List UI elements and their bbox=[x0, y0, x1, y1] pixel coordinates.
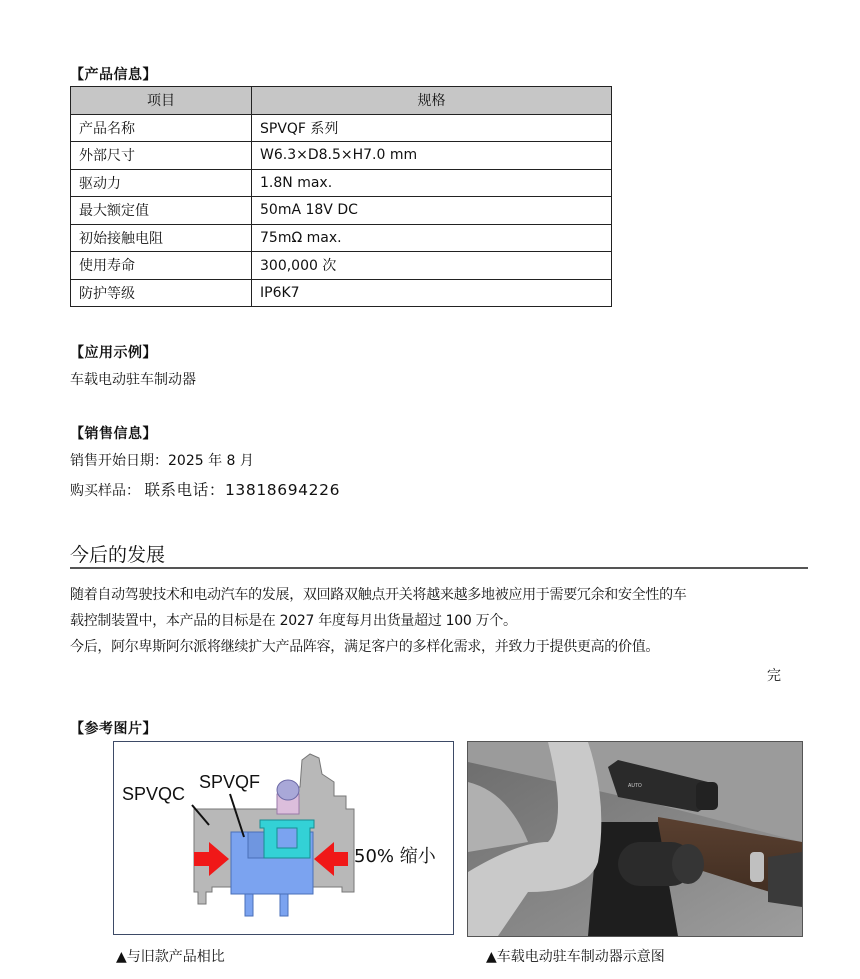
row-value: IP6K7 bbox=[252, 279, 612, 307]
future-para1-line1: 随着自动驾驶技术和电动汽车的发展，双回路双触点开关将越来越多地被应用于需要冗余和安全性的车 bbox=[70, 587, 687, 603]
spec-table bbox=[70, 86, 612, 307]
end-mark: 完 bbox=[767, 668, 781, 684]
new-model-label: SPVQF bbox=[199, 772, 261, 792]
reduction-label: 50% 缩小 bbox=[354, 846, 436, 867]
row-value: 1.8N max. bbox=[252, 169, 612, 197]
parking-brake-caption: ▲车载电动驻车制动器示意图 bbox=[486, 949, 665, 965]
car-interior-illustration bbox=[468, 742, 802, 936]
row-value: 75mΩ max. bbox=[252, 224, 612, 252]
sales-start-date: 销售开始日期：2025 年 8 月 bbox=[70, 453, 254, 469]
row-key: 使用寿命 bbox=[71, 252, 252, 280]
product-info-label: 【产品信息】 bbox=[70, 67, 157, 83]
row-value: 300,000 次 bbox=[252, 252, 612, 280]
row-key: 初始接触电阻 bbox=[71, 224, 252, 252]
reference-label: 【参考图片】 bbox=[70, 721, 157, 737]
row-key: 驱动力 bbox=[71, 169, 252, 197]
row-key: 外部尺寸 bbox=[71, 142, 252, 170]
table-row bbox=[71, 197, 612, 225]
future-heading: 今后的发展 bbox=[70, 544, 166, 566]
future-para1-line2: 载控制装置中，本产品的目标是在 2027 年度每月出货量超过 100 万个。 bbox=[70, 613, 517, 629]
table-row bbox=[71, 252, 612, 280]
table-row bbox=[71, 224, 612, 252]
row-value: W6.3×D8.5×H7.0 mm bbox=[252, 142, 612, 170]
comparison-figure bbox=[113, 741, 454, 935]
table-row bbox=[71, 142, 612, 170]
table-row bbox=[71, 114, 612, 142]
row-value: 50mA 18V DC bbox=[252, 197, 612, 225]
application-label: 【应用示例】 bbox=[70, 345, 157, 361]
switch-comparison-diagram bbox=[114, 742, 453, 934]
old-model-label: SPVQC bbox=[122, 784, 186, 804]
table-row bbox=[71, 169, 612, 197]
row-key: 产品名称 bbox=[71, 114, 252, 142]
future-para2: 今后，阿尔卑斯阿尔派将继续扩大产品阵容，满足客户的多样化需求，并致力于提供更高的价值。 bbox=[70, 639, 660, 655]
table-header-row bbox=[71, 87, 612, 115]
contact-phone: 联系电话：13818694226 bbox=[144, 481, 341, 499]
row-key: 防护等级 bbox=[71, 279, 252, 307]
header-item: 项目 bbox=[71, 87, 252, 115]
sample-prefix: 购买样品： bbox=[70, 483, 140, 499]
heading-divider bbox=[70, 567, 808, 569]
comparison-caption: ▲与旧款产品相比 bbox=[116, 949, 225, 965]
sales-label: 【销售信息】 bbox=[70, 426, 157, 442]
row-key: 最大额定值 bbox=[71, 197, 252, 225]
row-value: SPVQF 系列 bbox=[252, 114, 612, 142]
parking-brake-photo bbox=[467, 741, 803, 937]
table-row bbox=[71, 279, 612, 307]
auto-label: AUTO bbox=[628, 783, 642, 789]
header-spec: 规格 bbox=[252, 87, 612, 115]
application-text: 车载电动驻车制动器 bbox=[70, 372, 196, 388]
sample-line bbox=[70, 478, 340, 500]
